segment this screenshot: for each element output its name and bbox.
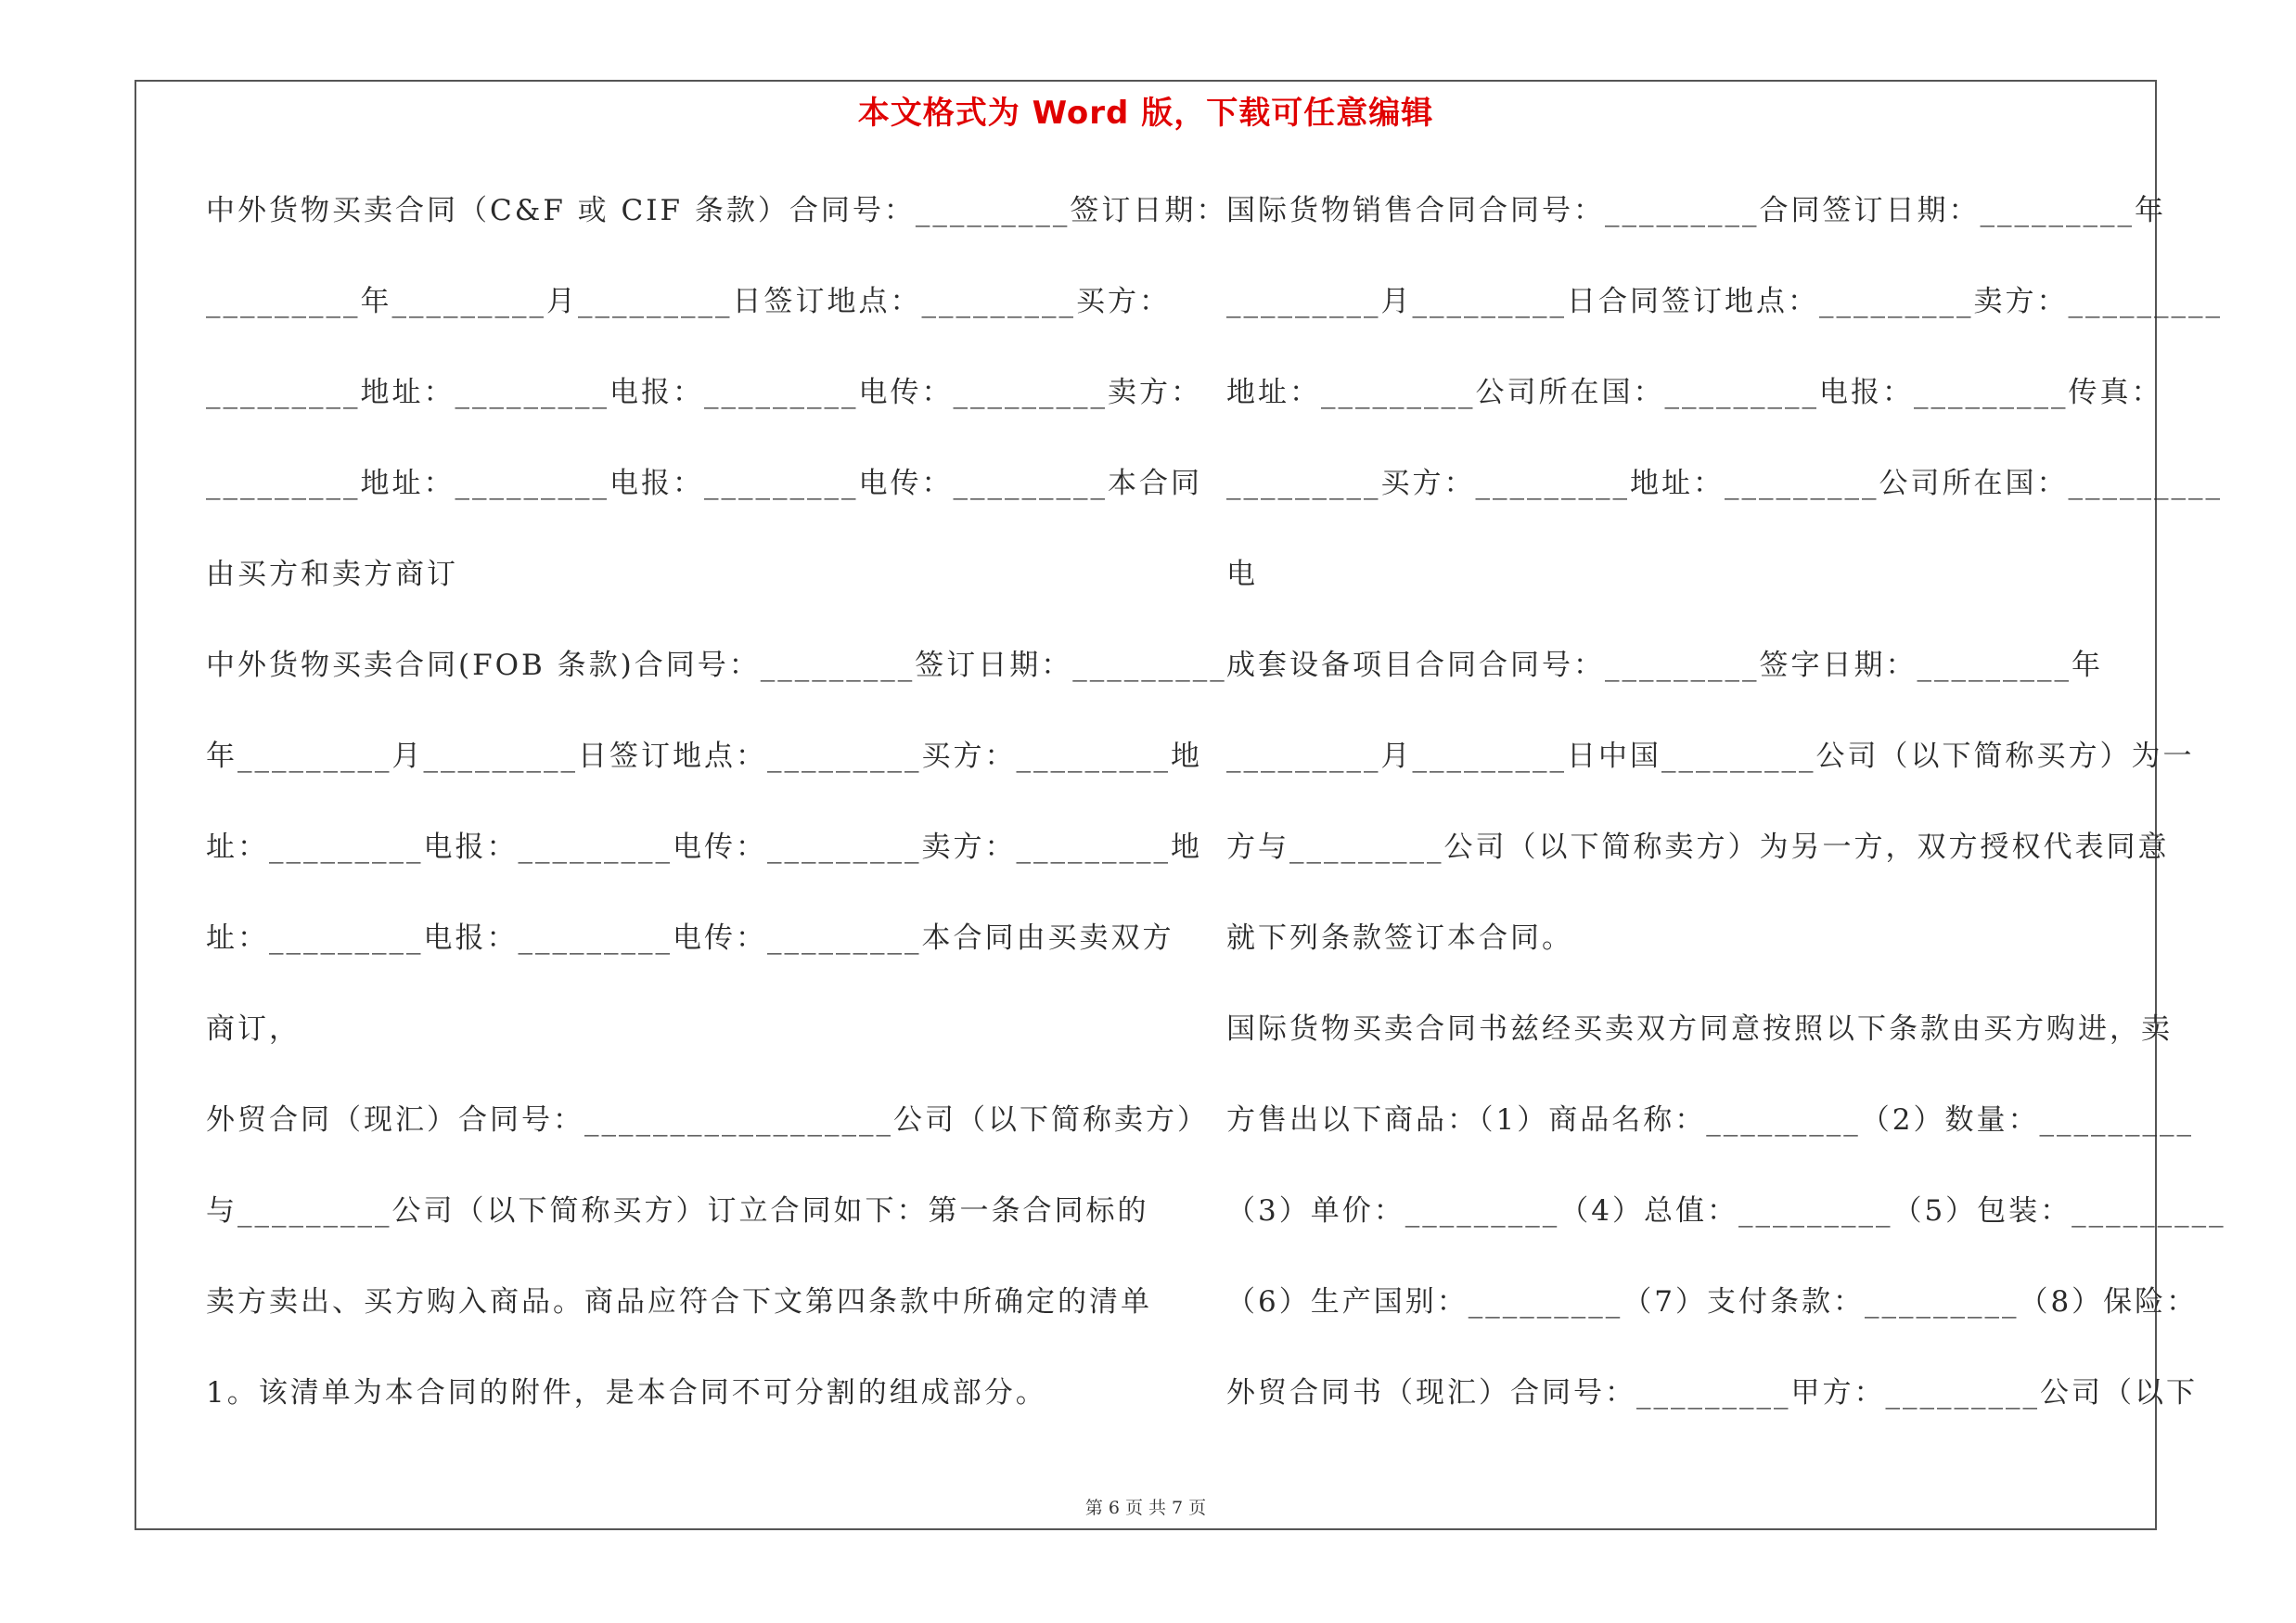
text-line: 外贸合同书（现汇）合同号：_________甲方：_________公司（以下 (1226, 1376, 2198, 1410)
text-line: 卖方卖出、买方购入商品。商品应符合下文第四条款中所确定的清单 (206, 1285, 1152, 1319)
text-line: _________年_________月_________日签订地点：_________买方： (206, 285, 1171, 318)
text-line: _________月_________日合同签订地点：_________卖方：_________ (1226, 285, 2223, 318)
text-line: 1。该清单为本合同的附件，是本合同不可分割的组成部分。 (206, 1376, 1047, 1410)
text-line: （3）单价：_________（4）总值：_________（5）包装：_________ (1226, 1194, 2226, 1228)
text-line: _________地址：_________电报：_________电传：_________卖方： (206, 376, 1202, 409)
text-line: 中外货物买卖合同(FOB 条款)合同号：_________签订日期：_________ (206, 649, 1227, 682)
text-line: 地址：_________公司所在国：_________电报：_________传真： (1226, 376, 2163, 409)
text-line: （6）生产国别：_________（7）支付条款：_________（8）保险： (1226, 1285, 2199, 1319)
left-column (206, 181, 1228, 1454)
text-line: 外贸合同（现汇）合同号：__________________公司（以下简称卖方） (206, 1103, 1209, 1137)
text-line: 方与_________公司（以下简称卖方）为另一方，双方授权代表同意 (1226, 831, 2170, 864)
text-line: 中外货物买卖合同（C&F 或 CIF 条款）合同号：_________签订日期： (206, 194, 1228, 227)
text-line: 国际货物买卖合同书兹经买卖双方同意按照以下条款由买方购进，卖 (1226, 1012, 2173, 1046)
word-format-banner: 本文格式为 Word 版，下载可任意编辑 (857, 95, 1434, 132)
text-line: 商订， (206, 1012, 301, 1046)
text-line: 址：_________电报：_________电传：_________本合同由买卖双方 (206, 921, 1174, 955)
text-line: _________地址：_________电报：_________电传：_________本合同 (206, 467, 1202, 500)
text-line: 电 (1226, 558, 1258, 591)
text-line: _________月_________日中国_________公司（以下简称买方）为一 (1226, 740, 2195, 773)
right-column (1226, 181, 2226, 1454)
text-line: 国际货物销售合同合同号：_________合同签订日期：_________年 (1226, 194, 2166, 227)
text-line: 方售出以下商品：（1）商品名称：_________（2）数量：_________ (1226, 1103, 2194, 1137)
page-number: 第 6 页 共 7 页 (1084, 1498, 1207, 1518)
text-line: 年_________月_________日签订地点：_________买方：_________地 (206, 740, 1202, 773)
text-line: _________买方：_________地址：_________公司所在国：_________ (1226, 467, 2223, 500)
text-line: 就下列条款签订本合同。 (1226, 921, 1573, 955)
text-line: 址：_________电报：_________电传：_________卖方：_________地 (206, 831, 1202, 864)
text-line: 成套设备项目合同合同号：_________签字日期：_________年 (1226, 649, 2103, 682)
text-line: 由买方和卖方商订 (206, 558, 458, 591)
text-line: 与_________公司（以下简称买方）订立合同如下：第一条合同标的 (206, 1194, 1149, 1228)
